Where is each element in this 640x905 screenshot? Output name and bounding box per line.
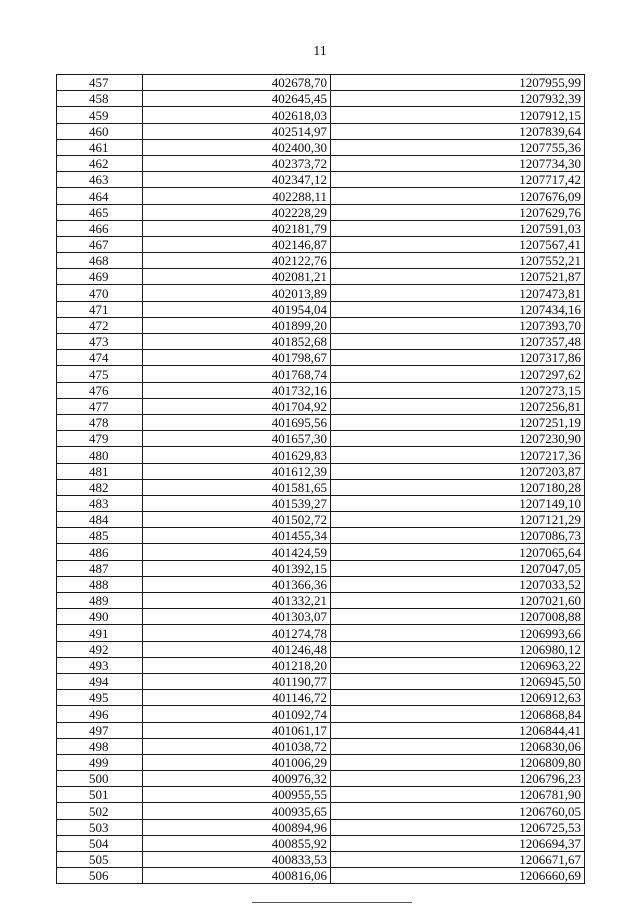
x-coordinate-cell: 402181,79 bbox=[143, 220, 331, 236]
table-row bbox=[57, 285, 585, 301]
y-coordinate-cell: 1206963,22 bbox=[331, 657, 585, 673]
x-coordinate-cell: 401798,67 bbox=[143, 350, 331, 366]
point-number-cell: 505 bbox=[57, 852, 143, 868]
x-coordinate-cell: 401218,20 bbox=[143, 657, 331, 673]
point-number-cell: 481 bbox=[57, 463, 143, 479]
table-row bbox=[57, 722, 585, 738]
point-number-cell: 482 bbox=[57, 479, 143, 495]
point-number-cell: 496 bbox=[57, 706, 143, 722]
x-coordinate-cell: 401146,72 bbox=[143, 690, 331, 706]
x-coordinate-cell: 401061,17 bbox=[143, 722, 331, 738]
point-number-cell: 503 bbox=[57, 819, 143, 835]
table-row bbox=[57, 301, 585, 317]
x-coordinate-cell: 401502,72 bbox=[143, 512, 331, 528]
table-row bbox=[57, 560, 585, 576]
table-row bbox=[57, 835, 585, 851]
point-number-cell: 506 bbox=[57, 868, 143, 884]
y-coordinate-cell: 1206809,80 bbox=[331, 754, 585, 770]
table-row bbox=[57, 91, 585, 107]
table-row bbox=[57, 123, 585, 139]
x-coordinate-cell: 401629,83 bbox=[143, 447, 331, 463]
point-number-cell: 474 bbox=[57, 350, 143, 366]
y-coordinate-cell: 1207008,88 bbox=[331, 609, 585, 625]
table-row bbox=[57, 350, 585, 366]
table-row bbox=[57, 528, 585, 544]
table-row bbox=[57, 852, 585, 868]
y-coordinate-cell: 1207393,70 bbox=[331, 317, 585, 333]
x-coordinate-cell: 401704,92 bbox=[143, 398, 331, 414]
table-row bbox=[57, 625, 585, 641]
point-number-cell: 469 bbox=[57, 269, 143, 285]
y-coordinate-cell: 1207297,62 bbox=[331, 366, 585, 382]
y-coordinate-cell: 1207734,30 bbox=[331, 155, 585, 171]
point-number-cell: 495 bbox=[57, 690, 143, 706]
y-coordinate-cell: 1207086,73 bbox=[331, 528, 585, 544]
y-coordinate-cell: 1207567,41 bbox=[331, 236, 585, 252]
table-row bbox=[57, 155, 585, 171]
x-coordinate-cell: 401392,15 bbox=[143, 560, 331, 576]
point-number-cell: 492 bbox=[57, 641, 143, 657]
table-row bbox=[57, 479, 585, 495]
x-coordinate-cell: 401424,59 bbox=[143, 544, 331, 560]
point-number-cell: 500 bbox=[57, 771, 143, 787]
table-row bbox=[57, 382, 585, 398]
table-row bbox=[57, 414, 585, 430]
point-number-cell: 491 bbox=[57, 625, 143, 641]
point-number-cell: 484 bbox=[57, 512, 143, 528]
y-coordinate-cell: 1207591,03 bbox=[331, 220, 585, 236]
point-number-cell: 478 bbox=[57, 414, 143, 430]
table-row bbox=[57, 204, 585, 220]
page-number: 11 bbox=[313, 44, 327, 59]
x-coordinate-cell: 401657,30 bbox=[143, 431, 331, 447]
point-number-cell: 463 bbox=[57, 172, 143, 188]
point-number-cell: 485 bbox=[57, 528, 143, 544]
y-coordinate-cell: 1207676,09 bbox=[331, 188, 585, 204]
y-coordinate-cell: 1206694,37 bbox=[331, 835, 585, 851]
y-coordinate-cell: 1206844,41 bbox=[331, 722, 585, 738]
x-coordinate-cell: 402618,03 bbox=[143, 107, 331, 123]
point-number-cell: 499 bbox=[57, 754, 143, 770]
y-coordinate-cell: 1207047,05 bbox=[331, 560, 585, 576]
y-coordinate-cell: 1207434,16 bbox=[331, 301, 585, 317]
x-coordinate-cell: 401274,78 bbox=[143, 625, 331, 641]
y-coordinate-cell: 1207203,87 bbox=[331, 463, 585, 479]
y-coordinate-cell: 1207912,15 bbox=[331, 107, 585, 123]
point-number-cell: 493 bbox=[57, 657, 143, 673]
point-number-cell: 480 bbox=[57, 447, 143, 463]
table-row bbox=[57, 317, 585, 333]
point-number-cell: 488 bbox=[57, 576, 143, 592]
point-number-cell: 487 bbox=[57, 560, 143, 576]
x-coordinate-cell: 402514,97 bbox=[143, 123, 331, 139]
point-number-cell: 457 bbox=[57, 75, 143, 91]
table-row bbox=[57, 188, 585, 204]
point-number-cell: 467 bbox=[57, 236, 143, 252]
y-coordinate-cell: 1207357,48 bbox=[331, 334, 585, 350]
y-coordinate-cell: 1206912,63 bbox=[331, 690, 585, 706]
x-coordinate-cell: 401006,29 bbox=[143, 754, 331, 770]
x-coordinate-cell: 402081,21 bbox=[143, 269, 331, 285]
y-coordinate-cell: 1207149,10 bbox=[331, 495, 585, 511]
table-row bbox=[57, 463, 585, 479]
table-row bbox=[57, 754, 585, 770]
x-coordinate-cell: 401954,04 bbox=[143, 301, 331, 317]
y-coordinate-cell: 1207473,81 bbox=[331, 285, 585, 301]
point-number-cell: 468 bbox=[57, 253, 143, 269]
table-row bbox=[57, 771, 585, 787]
table-row bbox=[57, 593, 585, 609]
table-row bbox=[57, 576, 585, 592]
x-coordinate-cell: 401612,39 bbox=[143, 463, 331, 479]
coordinates-table-body bbox=[57, 75, 585, 884]
x-coordinate-cell: 401303,07 bbox=[143, 609, 331, 625]
y-coordinate-cell: 1207717,42 bbox=[331, 172, 585, 188]
point-number-cell: 461 bbox=[57, 139, 143, 155]
y-coordinate-cell: 1207251,19 bbox=[331, 414, 585, 430]
x-coordinate-cell: 400833,53 bbox=[143, 852, 331, 868]
x-coordinate-cell: 401332,21 bbox=[143, 593, 331, 609]
x-coordinate-cell: 400816,06 bbox=[143, 868, 331, 884]
x-coordinate-cell: 402400,30 bbox=[143, 139, 331, 155]
point-number-cell: 471 bbox=[57, 301, 143, 317]
point-number-cell: 470 bbox=[57, 285, 143, 301]
y-coordinate-cell: 1206760,05 bbox=[331, 803, 585, 819]
y-coordinate-cell: 1207839,64 bbox=[331, 123, 585, 139]
point-number-cell: 459 bbox=[57, 107, 143, 123]
x-coordinate-cell: 402228,29 bbox=[143, 204, 331, 220]
coordinates-table bbox=[56, 74, 585, 884]
point-number-cell: 466 bbox=[57, 220, 143, 236]
table-row bbox=[57, 253, 585, 269]
x-coordinate-cell: 401038,72 bbox=[143, 738, 331, 754]
y-coordinate-cell: 1206781,90 bbox=[331, 787, 585, 803]
x-coordinate-cell: 402122,76 bbox=[143, 253, 331, 269]
x-coordinate-cell: 402347,12 bbox=[143, 172, 331, 188]
y-coordinate-cell: 1207317,86 bbox=[331, 350, 585, 366]
table-row bbox=[57, 657, 585, 673]
table-row bbox=[57, 75, 585, 91]
x-coordinate-cell: 402373,72 bbox=[143, 155, 331, 171]
point-number-cell: 462 bbox=[57, 155, 143, 171]
x-coordinate-cell: 400976,32 bbox=[143, 771, 331, 787]
y-coordinate-cell: 1207755,36 bbox=[331, 139, 585, 155]
x-coordinate-cell: 402645,45 bbox=[143, 91, 331, 107]
table-row bbox=[57, 107, 585, 123]
x-coordinate-cell: 401190,77 bbox=[143, 673, 331, 689]
point-number-cell: 473 bbox=[57, 334, 143, 350]
x-coordinate-cell: 400955,55 bbox=[143, 787, 331, 803]
point-number-cell: 479 bbox=[57, 431, 143, 447]
x-coordinate-cell: 401366,36 bbox=[143, 576, 331, 592]
point-number-cell: 489 bbox=[57, 593, 143, 609]
y-coordinate-cell: 1206671,67 bbox=[331, 852, 585, 868]
x-coordinate-cell: 401455,34 bbox=[143, 528, 331, 544]
point-number-cell: 501 bbox=[57, 787, 143, 803]
y-coordinate-cell: 1206796,23 bbox=[331, 771, 585, 787]
point-number-cell: 465 bbox=[57, 204, 143, 220]
y-coordinate-cell: 1207629,76 bbox=[331, 204, 585, 220]
point-number-cell: 475 bbox=[57, 366, 143, 382]
point-number-cell: 472 bbox=[57, 317, 143, 333]
x-coordinate-cell: 400894,96 bbox=[143, 819, 331, 835]
point-number-cell: 476 bbox=[57, 382, 143, 398]
point-number-cell: 494 bbox=[57, 673, 143, 689]
point-number-cell: 458 bbox=[57, 91, 143, 107]
x-coordinate-cell: 401852,68 bbox=[143, 334, 331, 350]
x-coordinate-cell: 402288,11 bbox=[143, 188, 331, 204]
table-row bbox=[57, 269, 585, 285]
y-coordinate-cell: 1207552,21 bbox=[331, 253, 585, 269]
x-coordinate-cell: 400935,65 bbox=[143, 803, 331, 819]
point-number-cell: 502 bbox=[57, 803, 143, 819]
y-coordinate-cell: 1206660,69 bbox=[331, 868, 585, 884]
table-row bbox=[57, 334, 585, 350]
point-number-cell: 486 bbox=[57, 544, 143, 560]
y-coordinate-cell: 1206993,66 bbox=[331, 625, 585, 641]
x-coordinate-cell: 401539,27 bbox=[143, 495, 331, 511]
y-coordinate-cell: 1206725,53 bbox=[331, 819, 585, 835]
table-row bbox=[57, 819, 585, 835]
x-coordinate-cell: 402678,70 bbox=[143, 75, 331, 91]
table-row bbox=[57, 366, 585, 382]
point-number-cell: 464 bbox=[57, 188, 143, 204]
table-row bbox=[57, 706, 585, 722]
x-coordinate-cell: 401768,74 bbox=[143, 366, 331, 382]
table-row bbox=[57, 236, 585, 252]
y-coordinate-cell: 1207273,15 bbox=[331, 382, 585, 398]
x-coordinate-cell: 401581,65 bbox=[143, 479, 331, 495]
table-row bbox=[57, 495, 585, 511]
table-row bbox=[57, 447, 585, 463]
table-row bbox=[57, 787, 585, 803]
table-row bbox=[57, 641, 585, 657]
table-row bbox=[57, 609, 585, 625]
table-row bbox=[57, 398, 585, 414]
table-row bbox=[57, 868, 585, 884]
table-row bbox=[57, 803, 585, 819]
bottom-rule bbox=[252, 902, 412, 903]
table-row bbox=[57, 738, 585, 754]
table-row bbox=[57, 172, 585, 188]
y-coordinate-cell: 1207065,64 bbox=[331, 544, 585, 560]
y-coordinate-cell: 1206830,06 bbox=[331, 738, 585, 754]
table-row bbox=[57, 544, 585, 560]
x-coordinate-cell: 401695,56 bbox=[143, 414, 331, 430]
table-row bbox=[57, 673, 585, 689]
y-coordinate-cell: 1206980,12 bbox=[331, 641, 585, 657]
x-coordinate-cell: 401732,16 bbox=[143, 382, 331, 398]
table-row bbox=[57, 512, 585, 528]
x-coordinate-cell: 402146,87 bbox=[143, 236, 331, 252]
y-coordinate-cell: 1207521,87 bbox=[331, 269, 585, 285]
x-coordinate-cell: 401246,48 bbox=[143, 641, 331, 657]
point-number-cell: 460 bbox=[57, 123, 143, 139]
y-coordinate-cell: 1207932,39 bbox=[331, 91, 585, 107]
y-coordinate-cell: 1207021,60 bbox=[331, 593, 585, 609]
y-coordinate-cell: 1206868,84 bbox=[331, 706, 585, 722]
x-coordinate-cell: 400855,92 bbox=[143, 835, 331, 851]
point-number-cell: 483 bbox=[57, 495, 143, 511]
y-coordinate-cell: 1207121,29 bbox=[331, 512, 585, 528]
y-coordinate-cell: 1207033,52 bbox=[331, 576, 585, 592]
point-number-cell: 498 bbox=[57, 738, 143, 754]
point-number-cell: 477 bbox=[57, 398, 143, 414]
table-row bbox=[57, 220, 585, 236]
table-row bbox=[57, 431, 585, 447]
y-coordinate-cell: 1207256,81 bbox=[331, 398, 585, 414]
point-number-cell: 497 bbox=[57, 722, 143, 738]
x-coordinate-cell: 401092,74 bbox=[143, 706, 331, 722]
point-number-cell: 504 bbox=[57, 835, 143, 851]
table-row bbox=[57, 139, 585, 155]
y-coordinate-cell: 1207180,28 bbox=[331, 479, 585, 495]
point-number-cell: 490 bbox=[57, 609, 143, 625]
x-coordinate-cell: 401899,20 bbox=[143, 317, 331, 333]
y-coordinate-cell: 1206945,50 bbox=[331, 673, 585, 689]
y-coordinate-cell: 1207230,90 bbox=[331, 431, 585, 447]
x-coordinate-cell: 402013,89 bbox=[143, 285, 331, 301]
y-coordinate-cell: 1207955,99 bbox=[331, 75, 585, 91]
table-row bbox=[57, 690, 585, 706]
y-coordinate-cell: 1207217,36 bbox=[331, 447, 585, 463]
